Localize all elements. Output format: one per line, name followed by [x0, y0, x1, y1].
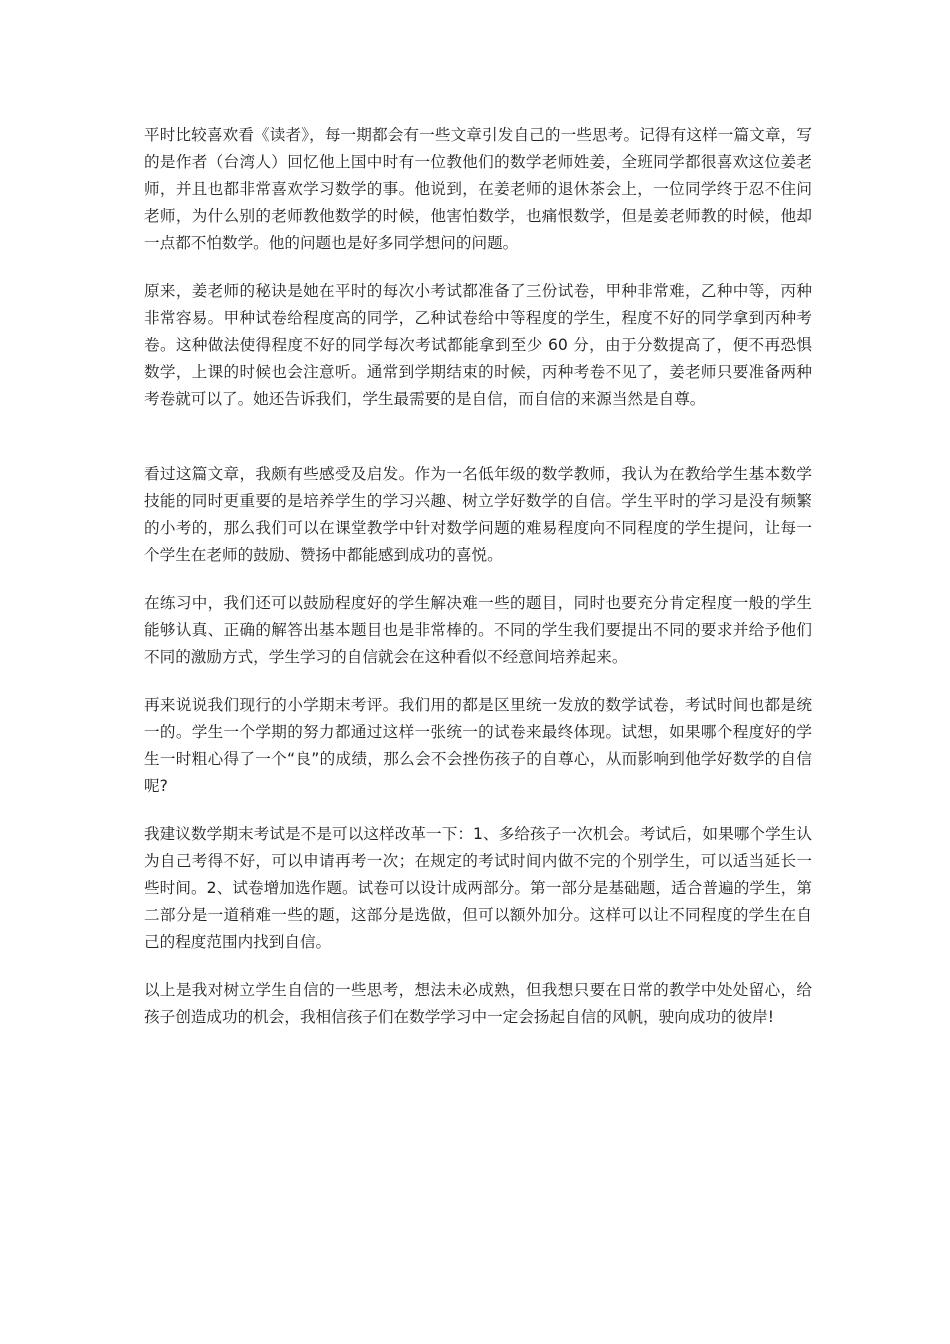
paragraph-7: 以上是我对树立学生自信的一些思考，想法未必成熟，但我想只要在日常的教学中处处留心，给孩子创造成功的机会，我相信孩子们在数学学习中一定会扬起自信的风帆，驶向成功的彼岸!: [144, 981, 812, 1026]
document-body: [144, 122, 812, 1031]
paragraph-4: 在练习中，我们还可以鼓励程度好的学生解决难一些的题目，同时也要充分肯定程度一般的学生能够认真、正确的解答出基本题目也是非常棒的。不同的学生我们要提出不同的要求并给予他们不同的激励方式，学生学习的自信就会在这种看似不经意间培养起来。: [144, 594, 812, 666]
paragraph-5: 再来说说我们现行的小学期末考评。我们用的都是区里统一发放的数学试卷，考试时间也都是统一的。学生一个学期的努力都通过这样一张统一的试卷来最终体现。试想，如果哪个程度好的学生一时粗心得了一个“良”的成绩，那么会不会挫伤孩子的自尊心，从而影响到他学好数学的自信呢?: [144, 696, 812, 795]
paragraph-2: 原来，姜老师的秘诀是她在平时的每次小考试都准备了三份试卷，甲种非常难，乙种中等，丙种非常容易。甲种试卷给程度高的同学，乙种试卷给中等程度的学生，程度不好的同学拿到丙种考卷。这种做法使得程度不好的同学每次考试都能拿到至少 60 分，由于分数提高了，便不再恐惧数学，上课的时候也会注意听。通常到学期结束的时候，丙种考卷不见了，姜老师只要准备两种考卷就可以了。她还告诉我们，学生最需要的是自信，而自信的来源当然是自尊。: [144, 282, 812, 408]
paragraph-6: 我建议数学期末考试是不是可以这样改革一下：1、多给孩子一次机会。考试后，如果哪个学生认为自己考得不好，可以申请再考一次；在规定的考试时间内做不完的个别学生，可以适当延长一些时间。2、试卷增加选作题。试卷可以设计成两部分。第一部分是基础题，适合普遍的学生，第二部分是一道稍难一些的题，这部分是选做，但可以额外加分。这样可以让不同程度的学生在自己的程度范围内找到自信。: [144, 825, 812, 951]
paragraph-1: 平时比较喜欢看《读者》，每一期都会有一些文章引发自己的一些思考。记得有这样一篇文章，写的是作者（台湾人）回忆他上国中时有一位教他们的数学老师姓姜，全班同学都很喜欢这位姜老师，并且也都非常喜欢学习数学的事。他说到，在姜老师的退休茶会上，一位同学终于忍不住问老师，为什么别的老师教他数学的时候，他害怕数学，也痛恨数学，但是姜老师教的时候，他却一点都不怕数学。他的问题也是好多同学想问的问题。: [144, 126, 812, 252]
paragraph-3: 看过这篇文章，我颇有些感受及启发。作为一名低年级的数学教师，我认为在教给学生基本数学技能的同时更重要的是培养学生的学习兴趣、树立学好数学的自信。学生平时的学习是没有频繁的小考的，那么我们可以在课堂教学中针对数学问题的难易程度向不同程度的学生提问，让每一个学生在老师的鼓励、赞扬中都能感到成功的喜悦。: [144, 465, 812, 564]
